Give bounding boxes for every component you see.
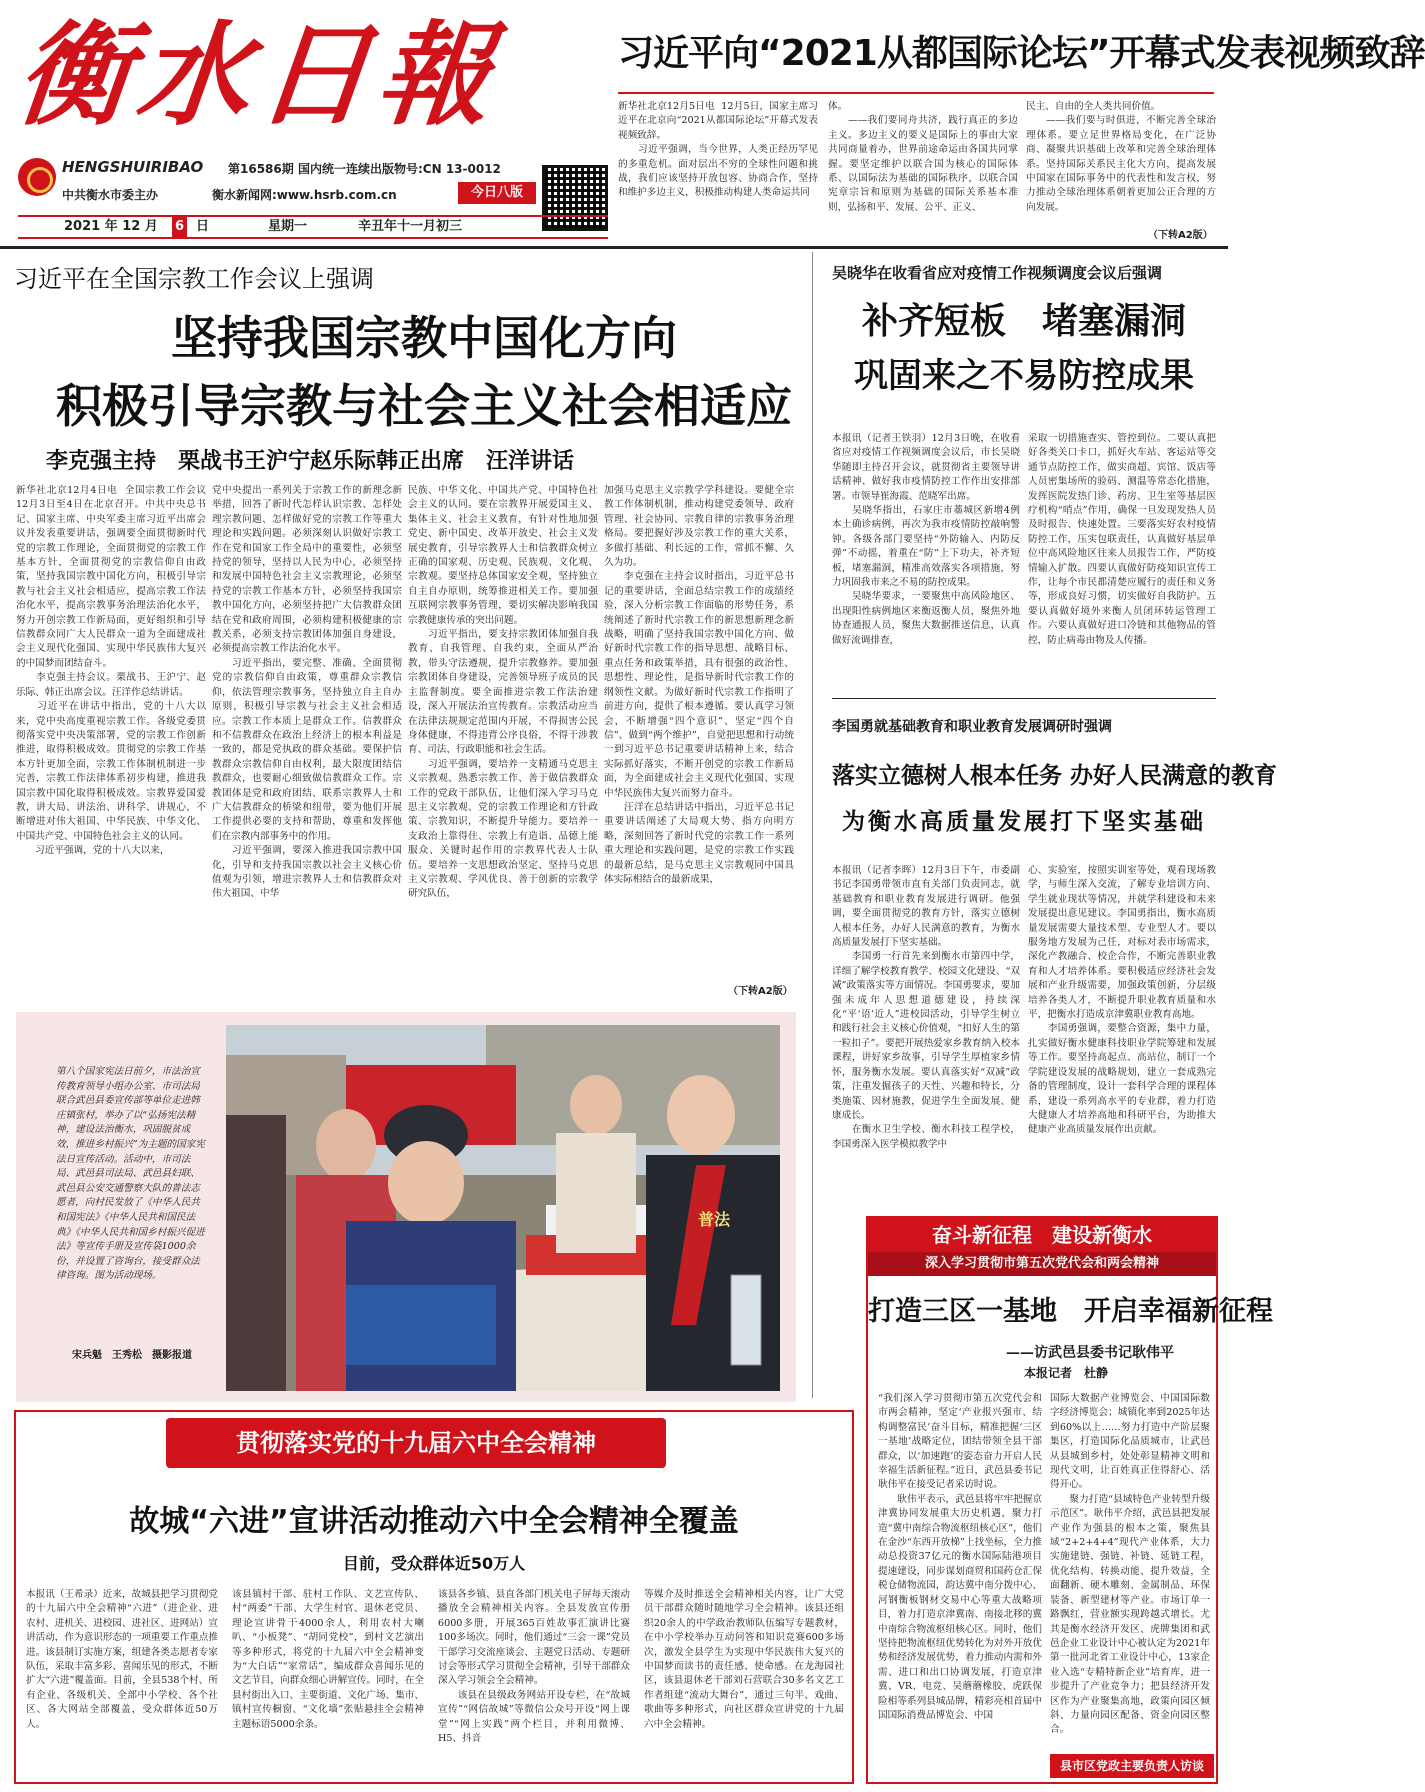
website[interactable]: 衡水新闻网:www.hsrb.com.cn xyxy=(212,188,397,202)
party-emblem-icon xyxy=(18,158,56,196)
wuyi-title[interactable]: 打造三区一基地 开启幸福新征程 xyxy=(868,1296,1273,1327)
li-title-line2[interactable]: 为衡水高质量发展打下坚实基础 xyxy=(842,809,1206,835)
wuyi-col-2: 国际大数据产业博览会、中国国际数字经济博览会；城镇化率到2025年达到60%以上……努力打造中产阶层聚集区，打造国际化品质城市，让武邑从县城到乡村，处处彰显精神文明和现代文明，让百姓真正住得舒心、活得开心。 聚力打造“县域特色产业转型升级示范区”。耿伟平介绍，武邑县把发展产业作为强县的根本之策，聚焦县域“2+2+4+4”现代产业体系，大力实施建链、强链、补链、延链工程，优化结构、转换动能、提升效益，全面翻新、硬木雕刻、金属制品、环保装备、新型建材等产业。市场订单一路飘红，营业额实现跨越式增长。尤其是衡水经济开发区、虎牌集团和武邑企业工业设计中心被认定为2021年第一批河北省工业设计中心，13家企业入选“专精特新企业”培育库，进一步提升了产业竞争力；把县经济开发区作为产业聚集高地，政策向园区倾斜、力量向园区配备、资金向园区整合。 xyxy=(1050,1393,1210,1736)
main-col-3: 民族、中华文化、中国共产党、中国特色社会主义的认同。要在宗教界开展爱国主义、集体主义、社会主义教育，有针对性地加强党史、新中国史、改革开放史、社会主义发展史教育，引导宗教界人士和信教群众树立正确的国家观、历史观、民族观、文化观、宗教观。要坚持总体国家安全观，坚持独立自主自办原则，统筹推进相关工作。要加强互联网宗教事务管理，要切实解决影响我国宗教健康传承的突出问题。 习近平指出，要支持宗教团体加强自我教育、自我管理、自我约束，全面从严治教，带头守法遵规，提升宗教修养。要加强宗教团体自身建设，完善领导班子成员的民主监督制度。要全面推进宗教工作法治建设，深入开展法治宣传教育。宗教活动应当在法律法规规定范围内开展，不得损害公民身体健康，不得违背公序良俗，不得干涉教育、司法、行政职能和社会生活。 习近平强调，要培养一支精通马克思主义宗教观、熟悉宗教工作、善于做信教群众工作的党政干部队伍，让他们深入学习马克思主义宗教观、党的宗教工作理论和方针政策、宗教知识，不断提升导能力。要培养一支政治上靠得住、宗教上有造诣、品德上能服众、关键时起作用的宗教界代表人士队伍。要培养一支思想政治坚定、坚持马克思主义宗教观、学风优良、善于创新的宗教学研究队伍， xyxy=(408,485,598,900)
photo-caption: 第八个国家宪法日前夕，市法治宣传教育领导小组办公室、市司法局联合武邑县委宣传部等单位走进韩庄镇张村，举办了以“弘扬宪法精神，建设法治衡水，巩固脱贫成效，推进乡村振兴”为主题的国家宪法日宣传活动。活动中，市司法局、武邑县司法局、武邑县妇联、武邑县公安交通警察大队的普法志愿者，向村民发放了《中华人民共和国宪法》《中华人民共和国民法典》《中华人民共和国乡村振兴促进法》等宣传手册及宣传袋1000余份，并设置了咨询台，接受群众法律咨询。图为活动现场。 xyxy=(56,1066,205,1282)
wu-kicker: 吴晓华在收看省应对疫情工作视频调度会议后强调 xyxy=(832,264,1163,282)
lunar-date: 辛丑年十一月初三 xyxy=(358,219,463,234)
issue-number: 第16586期 xyxy=(228,162,294,176)
li-kicker: 李国勇就基础教育和职业教育发展调研时强调 xyxy=(832,719,1112,735)
wuyi-banner: 奋斗新征程 建设新衡水 xyxy=(868,1218,1216,1252)
photo-credit: 宋兵魁 王秀松 摄影报道 xyxy=(72,1350,192,1361)
lead-headline[interactable]: 习近平向“2021从都国际论坛”开幕式发表视频致辞 xyxy=(618,33,1425,74)
lead-col-3: 民主、自由的全人类共同价值。 ——我们要与时俱进，不断完善全球治理体系。要立足世界格局变化，在广泛协商、凝聚共识基础上改革和完善全球治理体系。坚持国际关系民主化大方向，提高发展中国家在国际事务中的代表性和发言权，努力推动全球治理体系朝着更加公正合理的方向发展。 xyxy=(1026,101,1216,213)
wuyi-subtitle: ——访武邑县委书记耿伟平 xyxy=(1006,1345,1174,1361)
lead-divider xyxy=(618,92,1214,94)
main-subtitle: 李克强主持 栗战书王沪宁赵乐际韩正出席 汪洋讲话 xyxy=(46,449,575,474)
today-pages-badge: 今日八版 xyxy=(458,182,536,204)
wu-col-2: 采取一切措施查实、管控到位。二要认真把好各类关口卡口，抓好火车站、客运站等交通节点防控工作，做实商超、宾馆、饭店等人员密集场所的验码、测温等常态化措施，发挥医院发热门诊、药房、卫生室等基层医疗机构“哨点”作用，确保一旦发现发热人员及时报告、快速处置。三要落实好农村疫情防控工作，压实包联责任，认真做好基层单位中高风险地区往来人员报告工作，严防疫情输入扩散。四要认真做好防疫知识宣传工作，让每个市民都清楚应履行的责任和义务等，形成良好习惯，切实做好自我防护。五要认真做好境外来衡人员闭环转运管理工作。六要认真做好进口冷链和其他物品的管控，防止病毒由物及人传播。 xyxy=(1028,433,1216,646)
main-col-1: 新华社北京12月4日电 全国宗教工作会议12月3日至4日在北京召开。中共中央总书记、国家主席、中央军委主席习近平出席会议并发表重要讲话，强调要全面贯彻新时代党的宗教工作理论，全面贯彻党的宗教工作基本方针，全面贯彻党的宗教信仰自由政策，坚持我国宗教中国化方向，积极引导宗教与社会主义社会相适应，提高宗教工作法治化水平，提高宗教事务治理法治化水平，努力开创宗教工作新局面，更好组织和引导信教群众同广大人民群众一道为全面建成社会主义现代化强国、实现中华民族伟大复兴的中国梦而团结奋斗。 李克强主持会议。栗战书、王沪宁、赵乐际、韩正出席会议。汪洋作总结讲话。 习近平在讲话中指出，党的十八大以来，党中央高度重视宗教工作。各级党委贯彻落实党中央决策部署，党的宗教工作创新推进，取得积极成效。贯彻党的宗教工作基本方针更加全面，宗教工作体制机制进一步完善，宗教工作法律体系初步构建，推进我国宗教中国化取得积极成效。宗教界爱国爱教，讲大局、讲法治、讲科学、讲规心，不断增进对伟大祖国、中华民族、中华文化、中国共产党、中国特色社会主义的认同。 习近平强调，党的十八大以来， xyxy=(16,485,206,857)
column-divider xyxy=(812,252,813,1398)
gucheng-col-4: 等媒介及时推送全会精神相关内容，让广大党员干部群众随时随地学习全会精神。该县还组织20余人的中学政治教师队伍编写专题教材，在中小学校举办互动问答和知识竞赛600多场次，激发全县学生为实现中华民族伟大复兴的中国梦而读书的责任感、使命感。在龙海园社区，该县退休老干部刘石营联合30多名文艺工作者组建“流动大舞台”，通过三句半、戏曲、歌曲等多种形式，向社区群众宣讲党的十九届六中全会精神。 xyxy=(644,1589,844,1730)
masthead-rule xyxy=(0,246,1228,249)
interview-series-tag[interactable]: 县市区党政主要负责人访谈 xyxy=(1050,1754,1214,1778)
gucheng-col-2: 该县镇村干部、驻村工作队、文艺宣传队、村“两委”干部、大学生村官、退休老党员、理论宣讲骨干4000余人，利用农村大喇叭、“小板凳”、“胡同党校”，到村文艺演出等多种形式，将党的十九届六中全会精神变为“大白话”“家常话”，编成群众喜闻乐见的文艺节目，向群众细心讲解宣传。同时，在全县村街出入口、主要街道、文化广场、集市、镇村宣传橱窗、“文化墙”张贴悬挂全会精神主题标语5000余条。 xyxy=(232,1589,424,1730)
gucheng-subtitle: 目前，受众群体近50万人 xyxy=(342,1554,526,1573)
sash-label: 普法 xyxy=(698,1210,731,1229)
wu-li-divider xyxy=(832,698,1216,699)
li-col-1: 本报讯（记者李晖）12月3日下午，市委副书记李国勇带领市直有关部门负责同志，就基础教育和职业教育发展进行调研。他强调，要全面贯彻党的教育方针，落实立德树人根本任务，办好人民满意的教育，为衡水高质量发展打下坚实基础。 李国勇一行首先来到衡水市第四中学，详细了解学校教育教学、校园文化建设、“双减”政策落实等方面情况。李国勇要求，要加强未成年人思想道德建设，持续深化“平‘语’近人”进校园活动，引导学生树立和践行社会主义核心价值观，“扣好人生的第一粒扣子”。要把开展热爱家乡教育纳入校本课程，讲好家乡故事，引导学生厚植家乡情怀，服务衡水发展。要认真落实好“双减”政策，注重发掘孩子的天性、兴趣和特长，分类施策、因材施教，促进学生全面发展、健康成长。 在衡水卫生学校、衡水科技工程学校，李国勇深入医学模拟教学中 xyxy=(832,865,1020,1150)
main-title-line1[interactable]: 坚持我国宗教中国化方向 xyxy=(171,311,677,365)
li-col-2: 心、实验室，按照实训室等处，观看现场教学，与师生深入交流，了解专业培训方向、学生就业现状等情况，并就学科建设和未来发展提出意见建议。李国勇指出，衡水高质量发展需要大量技术型、专业型人才。要以服务地方发展为己任，对标对表市场需求，深化产教融合、校企合作，不断完善职业教育和人才培养体系。要积极适应经济社会发展和产业升级需要，加强政策创新，分层级培养各类人才，不断提升职业教育质量和水平，把衡水打造成京津冀职业教育高地。 李国勇强调，要整合资源，集中力量，扎实做好衡水健康科技职业学院筹建和发展等工作。要坚持高起点、高站位，制订一个学院建设发展的战略规划，建立一套成熟完备的管理制度，设计一套科学合理的课程体系，建设一系列高水平的专业群，着力打造大健康人才培养高地和科研平台，为助推大健康产业高质量发展作出贡献。 xyxy=(1028,865,1216,1136)
lead-continue: （下转A2版） xyxy=(1148,230,1213,241)
wuyi-reporter: 本报记者 杜静 xyxy=(1024,1366,1109,1380)
sponsor: 中共衡水市委主办 xyxy=(62,188,159,202)
gucheng-col-1: 本报讯（王希录）近来，故城县把学习贯彻党的十九届六中全会精神“六进”（进企业、进农村、进机关、进校园、进社区、进网站）宣讲活动，作为意识形态的一项重要工作重点推进。该县制订实施方案，组建各类志愿者专家队伍，采取丰富多彩、喜闻乐见的形式，不断扩大“六进”覆盖面。目前，全县538个村、所有企业、各级机关、全部中小学校、各个社区、各大网站全部覆盖，受众群体近50万人。 xyxy=(26,1589,218,1730)
dateline-bar xyxy=(18,215,608,239)
main-title-line2[interactable]: 积极引导宗教与社会主义社会相适应 xyxy=(56,379,792,433)
main-continue: （下转A2版） xyxy=(728,986,793,997)
wuyi-col-1: “我们深入学习贯彻市第五次党代会和市两会精神，坚定‘产业报兴强市、结构调整富民’奋斗目标，精准把握‘三区一基地’战略定位，团结带领全县干部群众，以‘加速跑’的姿态奋力开启人民幸福生活新征程。”近日，武邑县委书记耿伟平在接受记者采访时说。 耿伟平表示，武邑县将牢牢把握京津冀协同发展重大历史机遇，聚力打造“冀中南综合物流枢纽核心区”，他们在金沙“东西开放梯”上找坐标，全力推动总投资37亿元的衡水国际陆港项目提速建设，同步谋划商贸和国药仓汇保税仓储物流园，韵达冀中南分拨中心、河钢衡板钢材交易中心等重大战略项目，着力打造京津冀南、南接北移的冀中南综合物流枢纽核心区。同时，他们坚持把物流枢纽优势转化为对外开放优势和经济发展优势，着力推动内需和外需、进口和出口协调发展，打造京津冀、VR、电竞、吴蘑蘑橡胶、虎跃保险相等系列县城品牌，精彩亮相首届中国国际消费品博览会、中国 xyxy=(878,1393,1042,1721)
weekday: 星期一 xyxy=(268,219,308,234)
date-text: 2021 年 12 月 xyxy=(64,219,158,234)
main-col-4: 加强马克思主义宗教学学科建设。要健全宗教工作体制机制，推动构建党委领导、政府管理、社会协同、宗教自律的宗教事务治理格局。要把握好涉及宗教工作的重大关系，多做打基础、利长远的工作，常抓不懈、久久为功。 李克强在主持会议时指出，习近平总书记的重要讲话，全面总结宗教工作的成绩经验，深入分析宗教工作面临的形势任务，系统阐述了新时代宗教工作的新思想新理念新战略，明确了坚持我国宗教中国化方向、做好新时代宗教工作的指导思想、战略目标、重点任务和政策举措，具有很强的政治性、思想性、理论性，是指导新时代宗教工作的纲领性文献。为做好新时代宗教工作指明了前进方向，提供了根本遵循。要认真学习领会，不断增强“四个意识”、坚定“四个自信”、做到“两个维护”，自觉把思想和行动统一到习近平总书记重要讲话精神上来，结合实际抓好落实，不断开创党的宗教工作新局面，为全面建成社会主义现代化强国、实现中华民族伟大复兴而努力奋斗。 汪洋在总结讲话中指出，习近平总书记重要讲话阐述了大局观大势、指方向明方略，深刻回答了新时代党的宗教工作一系列重大理论和实践问题，是党的宗教工作实践的最新总结，是马克思主义宗教观同中国具体实际相结合的最新成果， xyxy=(604,485,794,885)
newspaper-logo: 衡水日報 xyxy=(11,10,505,141)
lead-col-1: 新华社北京12月5日电 12月5日，国家主席习近平在北京向“2021从都国际论坛”开幕式发表视频致辞。 习近平强调，当今世界，人类正经历罕见的多重危机。面对层出不穷的全球性问题和挑战，我们应该坚持开放包容、协商合作，坚持和维护多边主义，积极推动构建人类命运共同 xyxy=(618,101,818,199)
main-col-2: 党中央提出一系列关于宗教工作的新理念新举措，回答了新时代怎样认识宗教、怎样处理宗教问题、怎样做好党的宗教工作等重大理论和实践问题。必须深刻认识做好宗教工作在党和国家工作全局中的重要性，必须坚持党的领导，坚持以人民为中心，必须坚持和发展中国特色社会主义宗教理论，必须坚持党的宗教工作基本方针，必须坚持我国宗教中国化方向，必须坚持把广大信教群众团结在党和政府周围，必须构建积极健康的宗教关系，必须支持宗教团体加强自身建设，必须提高宗教工作法治化水平。 习近平指出，要完整、准确、全面贯彻党的宗教信仰自由政策，尊重群众宗教信仰，依法管理宗教事务，坚持独立自主自办原则，积极引导宗教与社会主义社会相适应。宗教工作本质上是群众工作。信教群众和不信教群众在政治上经济上的根本利益是一致的，都是党执政的群众基础。要保护信教群众宗教信仰自由权利，最大限度团结信教群众，也要耐心细致做信教群众工作。宗教团体是党和政府团结、联系宗教界人士和广大信教群众的桥梁和纽带，要为他们开展工作提供必要的支持和帮助，尊重和发挥他们在宗教内部事务中的作用。 习近平强调，要深入推进我国宗教中国化，引导和支持我国宗教以社会主义核心价值观为引领，增进宗教界人士和信教群众对伟大祖国、中华 xyxy=(212,485,402,900)
wu-title-line1[interactable]: 补齐短板 堵塞漏洞 xyxy=(861,301,1186,342)
main-kicker: 习近平在全国宗教工作会议上强调 xyxy=(14,265,374,293)
gucheng-col-3: 该县各乡镇、县直各部门机关电子屏每天滚动播放全会精神相关内容。全县发放宣传册6000多册，开展365百姓故事汇演讲比赛100多场次。同时，他们通过“三会一课”党员干部学习交流座谈会、主题党日活动、专题研讨会等形式学习贯彻全会精神，引导干部群众深入学习领会全会精神。 该县在县级政务网站开设专栏，在“故城宣传”“网信故城”等微信公众号开设“网上课堂”“网上实践”两个栏目，并利用微博、H5、抖音 xyxy=(438,1589,630,1745)
gucheng-title[interactable]: 故城“六进”宣讲活动推动六中全会精神全覆盖 xyxy=(129,1504,739,1539)
cn-code: 国内统一连续出版物号:CN 13-0012 xyxy=(298,162,501,176)
date-day-suffix: 日 xyxy=(196,219,210,234)
lead-col-2: 体。 ——我们要同舟共济，践行真正的多边主义。多边主义的要义是国际上的事由大家共同商量着办，世界前途命运由各国共同掌握。要坚定维护以联合国为核心的国际体系、以国际法为基础的国际秩序，以联合国宪章宗旨和原则为基础的国际关系基本准则，弘扬和平、发展、公平、正义、 xyxy=(828,101,1018,213)
li-title-line1[interactable]: 落实立德树人根本任务 办好人民满意的教育 xyxy=(832,763,1278,789)
wu-col-1: 本报讯（记者王铁羽）12月3日晚，在收看省应对疫情工作视频调度会议后，市长吴晓华随即主持召开会议，就贯彻省主要领导讲话精神、做好我市疫情防控工作作出安排部署。市领导崔海霞、范晓军出席。 吴晓华指出，石家庄市藁城区新增4例本土确诊病例，再次为我市疫情防控敲响警钟。各级各部门要坚持“外防输入、内防反弹”不动摇，着重在“防”上下功夫，补齐短板，堵塞漏洞，精准高效落实各项措施，努力巩固我市来之不易的防控成果。 吴晓华要求，一要聚焦中高风险地区、出现阳性病例地区来衡返衡人员，聚焦外地协查通报人员，聚焦大数据推送信息，认真做好流调排查， xyxy=(832,433,1020,646)
masthead-pinyin: HENGSHUIRIBAO xyxy=(62,158,204,176)
news-photo[interactable] xyxy=(226,1025,780,1391)
photo-scene xyxy=(226,1025,780,1391)
date-day: 6 xyxy=(172,217,187,237)
gucheng-banner: 贯彻落实党的十九届六中全会精神 xyxy=(166,1418,666,1468)
wu-title-line2[interactable]: 巩固来之不易防控成果 xyxy=(854,356,1194,396)
wuyi-subbanner: 深入学习贯彻市第五次党代会和两会精神 xyxy=(868,1252,1216,1276)
